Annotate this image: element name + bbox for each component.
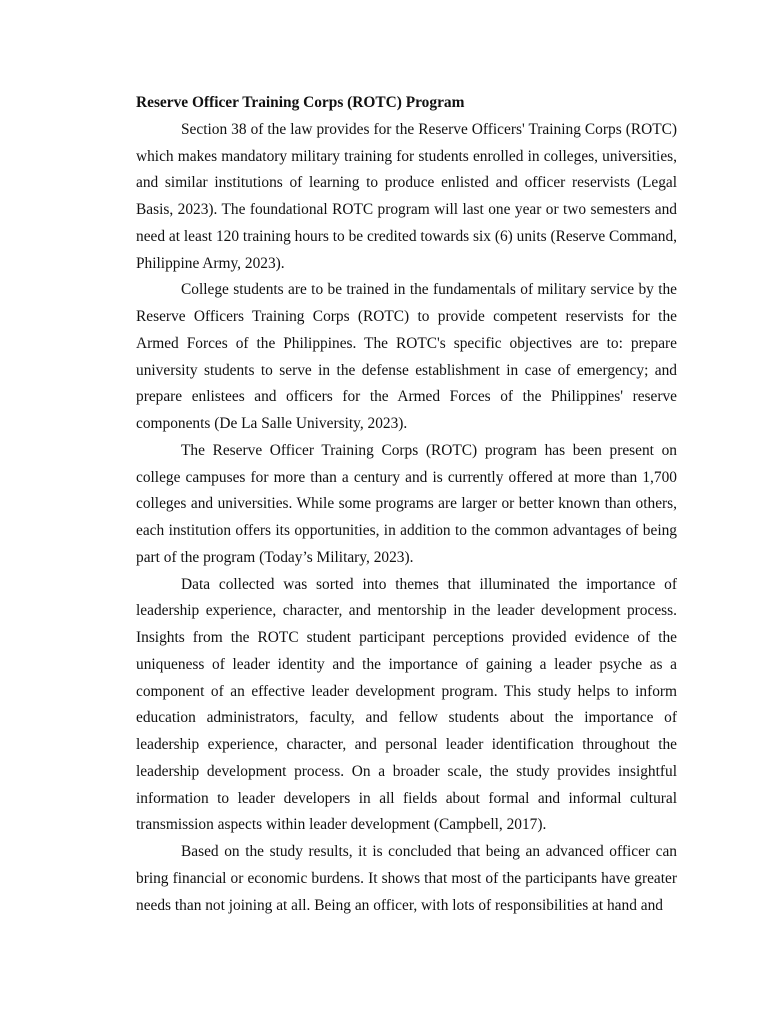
paragraph-study-themes: Data collected was sorted into themes that illuminated the importance of leadership experience, character, and mentorship in the leader development process. Insights from the ROTC student participant perceptions provided evidence of the uniqueness of leader identity and the importance of gaining a leader psyche as a component of an effective leader development program. This study helps to inform education administrators, faculty, and fellow students about the importance of leadership experience, character, and personal leader identification throughout the leadership development process. On a broader scale, the study provides insightful information to leader developers in all fields about formal and informal cultural transmission aspects within leader development (Campbell, 2017).	[136, 575, 677, 834]
section-heading: Reserve Officer Training Corps (ROTC) Program	[136, 94, 465, 111]
paragraph-legal-basis: Section 38 of the law provides for the Reserve Officers' Training Corps (ROTC) which makes mandatory military training for students enrolled in colleges, universities, and similar institutions of learning to produce enlisted and officer reservists (Legal Basis, 2023). The foundational ROTC program will last one year or two semesters and need at least 120 training hours to be credited towards six (6) units (Reserve Command, Philippine Army, 2023).	[136, 120, 677, 272]
paragraph-objectives: College students are to be trained in the fundamentals of military service by the Reserve Officers Training Corps (ROTC) to provide competent reservists for the Armed Forces of the Philippines. The ROTC's specific objectives are to: prepare university students to serve in the defense establishment in case of emergency; and prepare enlistees and officers for the Armed Forces of the Philippines' reserve components (De La Salle University, 2023).	[136, 281, 677, 432]
paragraph-conclusion: Based on the study results, it is concluded that being an advanced officer can bring financial or economic burdens. It shows that most of the participants have greater needs than not joining at all. Being an officer, with lots of responsibilities at hand and	[136, 843, 677, 914]
document-page	[136, 90, 677, 919]
paragraph-history: The Reserve Officer Training Corps (ROTC) program has been present on college campuses for more than a century and is currently offered at more than 1,700 colleges and universities. While some programs are larger or better known than others, each institution offers its opportunities, in addition to the common advantages of being part of the program (Today’s Military, 2023).	[136, 441, 677, 566]
